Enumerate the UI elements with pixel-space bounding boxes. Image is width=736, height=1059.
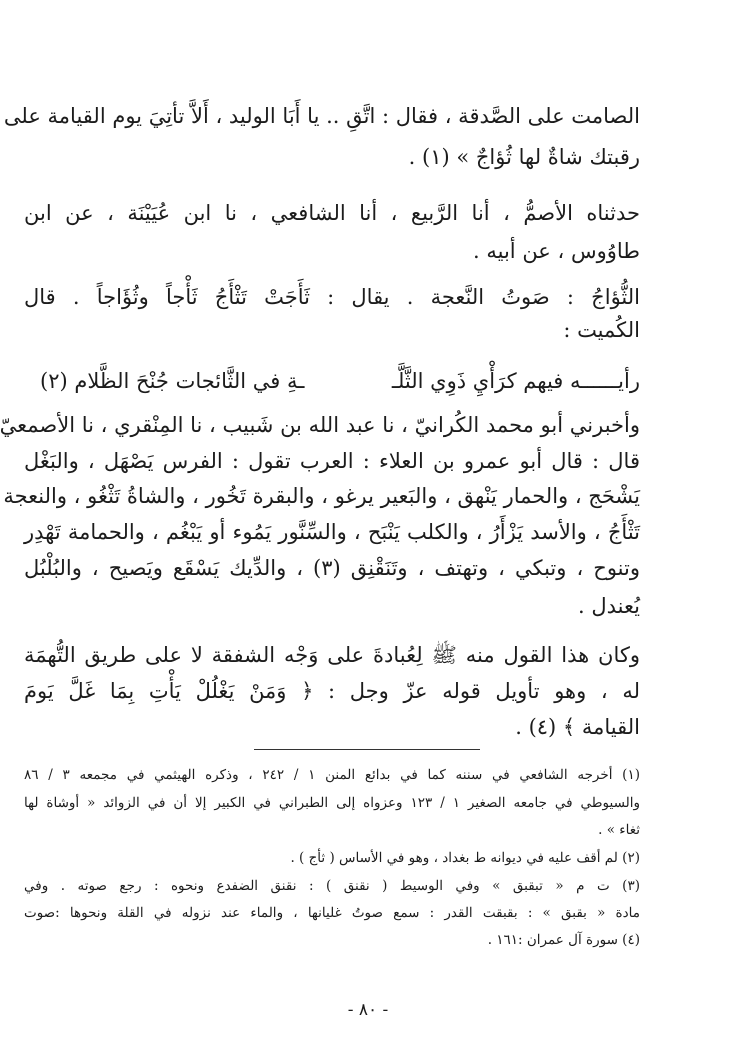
body-line-10: تَثْأَجُ ، والأسد يَزْأَرُ ، والكلب يَنْبَح ، والسِّنَّور يَمُوء أو يَبْغُم ، والحمامة تَهْدِر: [24, 520, 640, 544]
body-line-11: وتنوح ، وتبكي ، وتهتف ، وتَنَقْنِق (٣) ، والدِّيك يَسْقَع ويَصيح ، والبُلْبُل: [24, 556, 640, 580]
body-line-8: قال : قال أبو عمرو بن العلاء : العرب تقول : الفرس يَصْهَل ، والبَغْل: [24, 449, 640, 473]
footnote-4: (٤) سورة آل عمران :١٦١ .: [487, 932, 640, 948]
body-line-7: وأخبرني أبو محمد الكُرانيّ ، نا عبد الله بن شَبيب ، نا المِنْقري ، نا الأصمعيّ: [0, 413, 640, 437]
footnote-1-line-2: والسيوطي في جامعه الصغير ١ / ١٢٣ وعزواه إلى الطبراني في الكبير إلا أن في الزوائد « أوشاة لها: [24, 795, 640, 811]
page-number: - ٨٠ -: [347, 1000, 389, 1020]
body-line-9: يَشْحَج ، والحمار يَنْهق ، والبَعير يرغو ، والبقرة تَخُور ، والشاةُ تَثْغُو ، والنعجة: [3, 484, 640, 508]
body-line-12: يُعندل .: [578, 594, 640, 618]
footnote-3-line-1: (٣) ت م « تبقبق » وفي الوسيط ( نقنق ) : نقنق الضفدع ونحوه : رجع صوته . وفي: [24, 878, 640, 894]
body-line-15: القيامة ﴾ (٤) .: [515, 715, 640, 739]
footnote-1-line-1: (١) أخرجه الشافعي في سننه كما في بدائع المنن ١ / ٢٤٢ ، وذكره الهيثمي في مجمعه ٣ / ٨٦: [24, 767, 640, 783]
verse-hemistich-left: ـةِ في الثَّائجات جُنْحَ الظَّلام (٢): [40, 369, 305, 393]
body-line-14: له ، وهو تأويل قوله عزّ وجل : ﴿ وَمَنْ يَغْلُلْ يَأْتِ بِمَا غَلَّ يَومَ: [24, 679, 640, 703]
body-line-3: حدثناه الأصمُّ ، أنا الرَّبيع ، أنا الشافعي ، نا ابن عُيَيْنَة ، عن ابن: [24, 201, 640, 225]
body-line-1: الصامت على الصَّدقة ، فقال : اتَّقِ .. يا أَبَا الوليد ، أَلاَّ تأتِيَ يوم القيامة على: [3, 104, 640, 128]
body-line-4: طاوُوس ، عن أبيه .: [473, 239, 640, 263]
body-line-6: الكُميت :: [563, 318, 640, 342]
footnote-3-line-2: مادة « بقبق » : بقبقت القدر : سمع صوتُ غليانها ، والماء عند نزوله في القلة ونحوها :صوت: [24, 905, 640, 921]
footnote-separator: [254, 749, 480, 750]
footnote-2: (٢) لم أقف عليه في ديوانه ط بغداد ، وهو في الأساس ( ثأج ) .: [290, 850, 640, 866]
body-line-5: الثُّؤاجُ : صَوتُ النَّعجة . يقال : ثَأَجَتْ تَثْأَجُ ثَأْجاً وثُؤَاجاً . قال: [24, 285, 640, 309]
body-line-2: رقبتك شاةٌ لها ثُؤاجٌ » (١) .: [408, 145, 640, 169]
verse-hemistich-right: رأيــــــه فيهم كرَأْيِ ذَوِي الثَّلَّـ: [391, 369, 640, 393]
body-line-13: وكان هذا القول منه ﷺ لِعُبادةَ على وَجْه الشفقة لا على طريق التُّهمَة: [24, 643, 640, 667]
footnote-1-line-3: ثغاء » .: [598, 822, 640, 838]
